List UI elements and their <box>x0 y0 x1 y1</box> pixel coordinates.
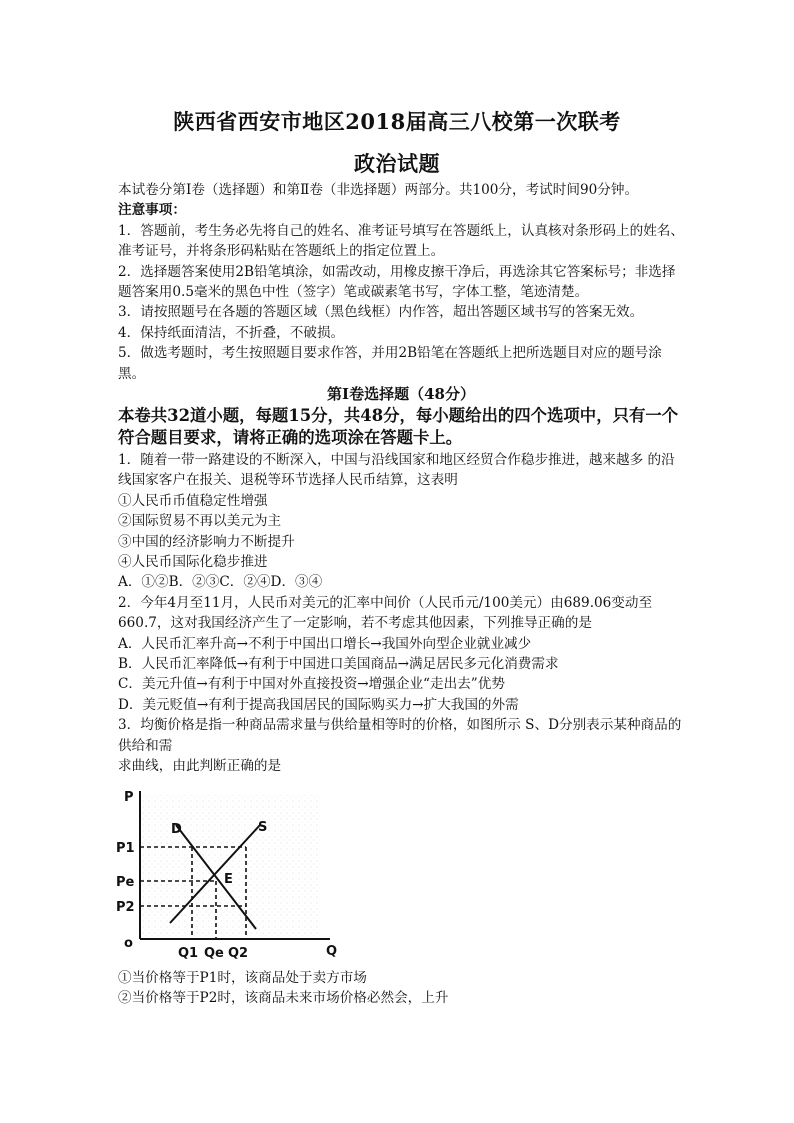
notice-item: 2．选择题答案使用2B铅笔填涂，如需改动，用橡皮擦干净后，再选涂其它答案标号；非选择题答案用0.5毫米的黑色中性（签字）笔或碳素笔书写，字体工整，笔迹清楚。 <box>118 263 676 301</box>
curve-label-d: D <box>171 822 182 837</box>
axis-label-p: P <box>124 790 134 805</box>
notice-item: 4．保持纸面清洁，不折叠，不破损。 <box>118 324 345 341</box>
question-option: B．人民币汇率降低→有利于中国进口美国商品→满足居民多元化消费需求 <box>118 655 559 672</box>
notice-item: 1．答题前，考生务必先将自己的姓名、准考证号填写在答题纸上，认真核对条形码上的姓名、准考证号，并将条形码粘贴在答题纸上的指定位置上。 <box>118 222 684 260</box>
section-instruction: 本卷共32道小题，每题15分，共48分，每小题给出的四个选项中，只有一个符合题目要求，请将正确的选项涂在答题卡上。 <box>118 406 679 448</box>
exam-body-top <box>118 180 684 776</box>
graph-background <box>140 795 320 939</box>
curve-label-s: S <box>258 820 268 835</box>
intro-text: 本试卷分第Ⅰ卷（选择题）和第Ⅱ卷（非选择题）两部分。共100分，考试时间90分钟。 <box>118 182 639 198</box>
section-title: 第Ⅰ卷选择题（48分） <box>327 385 475 404</box>
question-option: ③中国的经济影响力不断提升 <box>118 533 295 550</box>
question-option: ①人民币币值稳定性增强 <box>118 492 268 509</box>
notice-item: 3．请按照题号在各题的答题区域（黑色线框）内作答，超出答题区域书写的答案无效。 <box>118 304 644 321</box>
tick-label-p2: P2 <box>116 900 135 915</box>
question-option: D．美元贬值→有利于提高我国居民的国际购买力→扩大我国的外需 <box>118 696 519 713</box>
question-stem: 2．今年4月至11月，人民币对美元的汇率中间价（人民币元/100美元）由689.06变动至660.7，这对我国经济产生了一定影响，若不考虑其他因素，下列推导正确的是 <box>118 594 653 632</box>
question-stem-continued: 求曲线，由此判断正确的是 <box>118 757 282 774</box>
tick-label-qe: Qe <box>204 946 224 961</box>
notice-heading: 注意事项： <box>118 202 186 219</box>
exam-title: 陕西省西安市地区2018届高三八校第一次联考 <box>173 109 621 134</box>
origin-label: o <box>124 936 133 951</box>
exam-subject: 政治试题 <box>354 151 440 176</box>
tick-label-q1: Q1 <box>178 946 199 961</box>
question-option: C．美元升值→有利于中国对外直接投资→增强企业“走出去”优势 <box>118 676 505 693</box>
tick-label-p1: P1 <box>116 841 135 856</box>
question-stem: 3．均衡价格是指一种商品需求量与供给量相等时的价格，如图所示 S、D分别表示某种商品的供给和需 <box>118 717 682 754</box>
notice-item: 5．做选考题时，考生按照题目要求作答，并用2B铅笔在答题纸上把所选题目对应的题号涂黑。 <box>118 345 662 382</box>
tick-label-q2: Q2 <box>228 946 249 961</box>
tick-label-pe: Pe <box>116 875 135 890</box>
question-option: ①当价格等于P1时，该商品处于卖方市场 <box>118 970 367 986</box>
question-option: ②国际贸易不再以美元为主 <box>118 513 282 530</box>
question-option: A．人民币汇率升高→不利于中国出口增长→我国外向型企业就业减少 <box>118 635 532 652</box>
answer-choices: A．①②B．②③C．②④D．③④ <box>118 574 323 591</box>
question-option: ④人民币国际化稳步推进 <box>118 553 268 570</box>
supply-demand-graph <box>118 787 344 959</box>
exam-body-bottom <box>118 968 684 1009</box>
graph-svg <box>118 787 344 959</box>
axis-label-q: Q <box>326 944 338 959</box>
question-option: ②当价格等于P2时，该商品未来市场价格必然会，上升 <box>118 990 449 1007</box>
question-stem: 1．随着一带一路建设的不断深入，中国与沿线国家和地区经贸合作稳步推进，越来越多 的沿线国家客户在报关、退税等环节选择人民币结算，这表明 <box>118 451 675 489</box>
point-label-e: E <box>224 872 233 887</box>
